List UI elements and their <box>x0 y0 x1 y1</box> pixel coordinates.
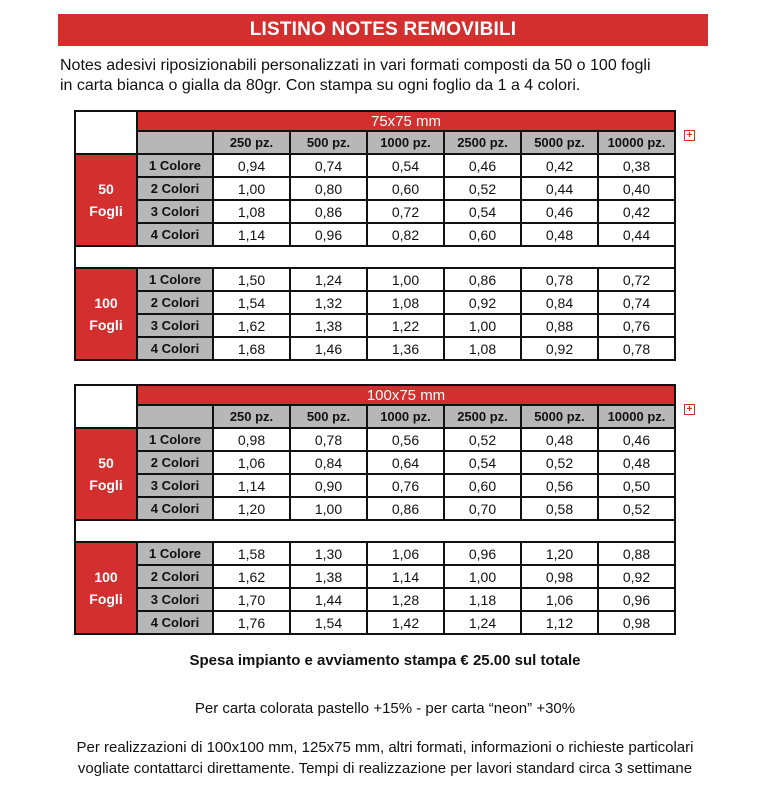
table-row <box>75 337 675 360</box>
price-cell: 0,54 <box>367 154 444 177</box>
table-row <box>75 428 675 451</box>
sheet-unit: Fogli <box>89 317 123 333</box>
column-header: 2500 pz. <box>444 131 521 154</box>
price-cell: 0,74 <box>290 154 367 177</box>
table-row <box>75 474 675 497</box>
price-cell: 0,48 <box>521 223 598 246</box>
price-cell: 1,06 <box>367 542 444 565</box>
spacer-row <box>75 246 675 268</box>
price-cell: 1,06 <box>521 588 598 611</box>
price-cell: 0,46 <box>598 428 675 451</box>
price-cell: 0,44 <box>521 177 598 200</box>
price-cell: 1,20 <box>521 542 598 565</box>
table-row <box>75 154 675 177</box>
price-cell: 1,18 <box>444 588 521 611</box>
price-cell: 0,94 <box>213 154 290 177</box>
price-cell: 0,78 <box>521 268 598 291</box>
color-count: 1 Colore <box>137 154 213 177</box>
price-cell: 1,28 <box>367 588 444 611</box>
sheet-count-cell <box>75 542 137 634</box>
price-cell: 0,64 <box>367 451 444 474</box>
price-cell: 1,32 <box>290 291 367 314</box>
price-cell: 0,84 <box>290 451 367 474</box>
sheet-count-cell <box>75 268 137 360</box>
color-count: 3 Colori <box>137 200 213 223</box>
color-count: 3 Colori <box>137 314 213 337</box>
price-cell: 1,06 <box>213 451 290 474</box>
column-header: 5000 pz. <box>521 405 598 428</box>
price-cell: 1,08 <box>213 200 290 223</box>
price-cell: 0,78 <box>598 337 675 360</box>
price-cell: 0,92 <box>521 337 598 360</box>
sheet-unit: Fogli <box>89 477 123 493</box>
table-row <box>75 588 675 611</box>
price-cell: 1,08 <box>367 291 444 314</box>
contact-line: Per realizzazioni di 100x100 mm, 125x75 mm, altri formati, informazioni o richieste particolari <box>76 739 694 756</box>
table-corner <box>75 111 137 154</box>
format-label: 75x75 mm <box>137 111 675 131</box>
price-cell: 0,92 <box>444 291 521 314</box>
intro-line: Notes adesivi riposizionabili personalizzati in vari formati composti da 50 o 100 fogli <box>60 57 651 74</box>
price-cell: 0,44 <box>598 223 675 246</box>
price-cell: 1,00 <box>290 497 367 520</box>
price-cell: 1,14 <box>213 474 290 497</box>
price-cell: 1,36 <box>367 337 444 360</box>
color-count: 2 Colori <box>137 177 213 200</box>
price-cell: 0,48 <box>521 428 598 451</box>
table-row <box>75 497 675 520</box>
sheet-unit: Fogli <box>89 591 123 607</box>
price-cell: 1,24 <box>290 268 367 291</box>
price-cell: 1,00 <box>444 565 521 588</box>
price-cell: 0,96 <box>598 588 675 611</box>
color-count: 1 Colore <box>137 428 213 451</box>
price-cell: 0,70 <box>444 497 521 520</box>
color-count: 2 Colori <box>137 451 213 474</box>
price-cell: 0,96 <box>444 542 521 565</box>
column-header: 1000 pz. <box>367 131 444 154</box>
paper-surcharge-note: Per carta colorata pastello +15% - per carta “neon” +30% <box>194 700 576 717</box>
table-row <box>75 451 675 474</box>
table-row <box>75 200 675 223</box>
price-cell: 0,40 <box>598 177 675 200</box>
price-cell: 1,38 <box>290 565 367 588</box>
price-cell: 0,60 <box>444 223 521 246</box>
price-cell: 1,58 <box>213 542 290 565</box>
price-cell: 0,98 <box>521 565 598 588</box>
column-header: 250 pz. <box>213 131 290 154</box>
price-cell: 0,82 <box>367 223 444 246</box>
price-cell: 1,50 <box>213 268 290 291</box>
column-header: 500 pz. <box>290 405 367 428</box>
price-cell: 1,00 <box>213 177 290 200</box>
color-count: 1 Colore <box>137 268 213 291</box>
column-header: 10000 pz. <box>598 131 675 154</box>
price-cell: 0,80 <box>290 177 367 200</box>
table-corner <box>75 385 137 428</box>
price-cell: 0,52 <box>444 428 521 451</box>
price-cell: 1,54 <box>213 291 290 314</box>
color-count: 3 Colori <box>137 588 213 611</box>
price-cell: 0,46 <box>521 200 598 223</box>
format-row <box>75 111 675 131</box>
setup-cost-note: Spesa impianto e avviamento stampa € 25.00 sul totale <box>189 652 581 669</box>
price-cell: 0,38 <box>598 154 675 177</box>
price-cell: 0,60 <box>444 474 521 497</box>
price-cell: 0,92 <box>598 565 675 588</box>
table-row <box>75 565 675 588</box>
color-count: 4 Colori <box>137 611 213 634</box>
price-cell: 0,52 <box>598 497 675 520</box>
sheet-count-cell <box>75 428 137 520</box>
sheet-count: 50 <box>98 455 114 471</box>
price-cell: 0,88 <box>521 314 598 337</box>
price-cell: 0,76 <box>598 314 675 337</box>
spacer-row <box>75 520 675 542</box>
table-row <box>75 268 675 291</box>
price-cell: 1,62 <box>213 314 290 337</box>
sheet-count-cell <box>75 154 137 246</box>
price-cell: 0,52 <box>444 177 521 200</box>
price-cell: 0,60 <box>367 177 444 200</box>
price-cell: 0,52 <box>521 451 598 474</box>
column-header: 5000 pz. <box>521 131 598 154</box>
price-cell: 1,30 <box>290 542 367 565</box>
color-count: 3 Colori <box>137 474 213 497</box>
table-row <box>75 291 675 314</box>
sheet-count: 100 <box>94 569 118 585</box>
format-row <box>75 385 675 405</box>
spacer-cell <box>75 520 675 542</box>
price-cell: 0,86 <box>444 268 521 291</box>
spacer-cell <box>75 246 675 268</box>
price-cell: 0,72 <box>598 268 675 291</box>
sheet-unit: Fogli <box>89 203 123 219</box>
price-cell: 1,08 <box>444 337 521 360</box>
sheet-count: 100 <box>94 295 118 311</box>
table-row <box>75 314 675 337</box>
price-cell: 0,76 <box>367 474 444 497</box>
column-header: 10000 pz. <box>598 405 675 428</box>
price-cell: 0,50 <box>598 474 675 497</box>
plus-square-icon: + <box>684 404 695 415</box>
price-cell: 1,62 <box>213 565 290 588</box>
price-table-75x75 <box>74 110 676 361</box>
price-cell: 0,42 <box>521 154 598 177</box>
price-cell: 0,42 <box>598 200 675 223</box>
contact-line: vogliate contattarci direttamente. Tempi di realizzazione per lavori standard circa 3 settimane <box>77 760 693 777</box>
price-cell: 1,42 <box>367 611 444 634</box>
column-header: 2500 pz. <box>444 405 521 428</box>
column-header-row <box>75 405 675 428</box>
sheet-count: 50 <box>98 181 114 197</box>
column-header: 1000 pz. <box>367 405 444 428</box>
price-cell: 0,86 <box>367 497 444 520</box>
intro-text <box>60 56 750 96</box>
plus-square-icon: + <box>684 130 695 141</box>
column-header-row <box>75 131 675 154</box>
intro-line: in carta bianca o gialla da 80gr. Con stampa su ogni foglio da 1 a 4 colori. <box>60 77 581 94</box>
price-cell: 0,90 <box>290 474 367 497</box>
table-row <box>75 611 675 634</box>
price-cell: 1,20 <box>213 497 290 520</box>
price-cell: 0,48 <box>598 451 675 474</box>
price-cell: 1,14 <box>367 565 444 588</box>
price-cell: 1,00 <box>444 314 521 337</box>
price-cell: 0,74 <box>598 291 675 314</box>
price-cell: 1,68 <box>213 337 290 360</box>
table-row <box>75 542 675 565</box>
price-cell: 0,72 <box>367 200 444 223</box>
price-cell: 0,98 <box>598 611 675 634</box>
price-table-100x75 <box>74 384 676 635</box>
price-cell: 1,46 <box>290 337 367 360</box>
header-blank <box>137 131 213 154</box>
color-count: 4 Colori <box>137 223 213 246</box>
price-cell: 0,54 <box>444 451 521 474</box>
color-count: 4 Colori <box>137 497 213 520</box>
column-header: 500 pz. <box>290 131 367 154</box>
price-cell: 1,22 <box>367 314 444 337</box>
price-cell: 1,14 <box>213 223 290 246</box>
price-cell: 0,58 <box>521 497 598 520</box>
header-blank <box>137 405 213 428</box>
price-cell: 0,78 <box>290 428 367 451</box>
table-row <box>75 177 675 200</box>
price-cell: 1,38 <box>290 314 367 337</box>
color-count: 1 Colore <box>137 542 213 565</box>
price-cell: 1,76 <box>213 611 290 634</box>
contact-note <box>0 737 770 779</box>
price-cell: 1,54 <box>290 611 367 634</box>
price-cell: 0,56 <box>367 428 444 451</box>
color-count: 2 Colori <box>137 565 213 588</box>
price-cell: 1,12 <box>521 611 598 634</box>
page-title: LISTINO NOTES REMOVIBILI <box>58 14 708 46</box>
color-count: 2 Colori <box>137 291 213 314</box>
color-count: 4 Colori <box>137 337 213 360</box>
price-cell: 1,70 <box>213 588 290 611</box>
price-cell: 0,88 <box>598 542 675 565</box>
price-cell: 0,56 <box>521 474 598 497</box>
price-cell: 1,44 <box>290 588 367 611</box>
price-cell: 0,86 <box>290 200 367 223</box>
format-label: 100x75 mm <box>137 385 675 405</box>
price-cell: 1,00 <box>367 268 444 291</box>
price-cell: 1,24 <box>444 611 521 634</box>
price-cell: 0,54 <box>444 200 521 223</box>
column-header: 250 pz. <box>213 405 290 428</box>
price-cell: 0,98 <box>213 428 290 451</box>
price-cell: 0,96 <box>290 223 367 246</box>
price-cell: 0,46 <box>444 154 521 177</box>
table-row <box>75 223 675 246</box>
price-cell: 0,84 <box>521 291 598 314</box>
